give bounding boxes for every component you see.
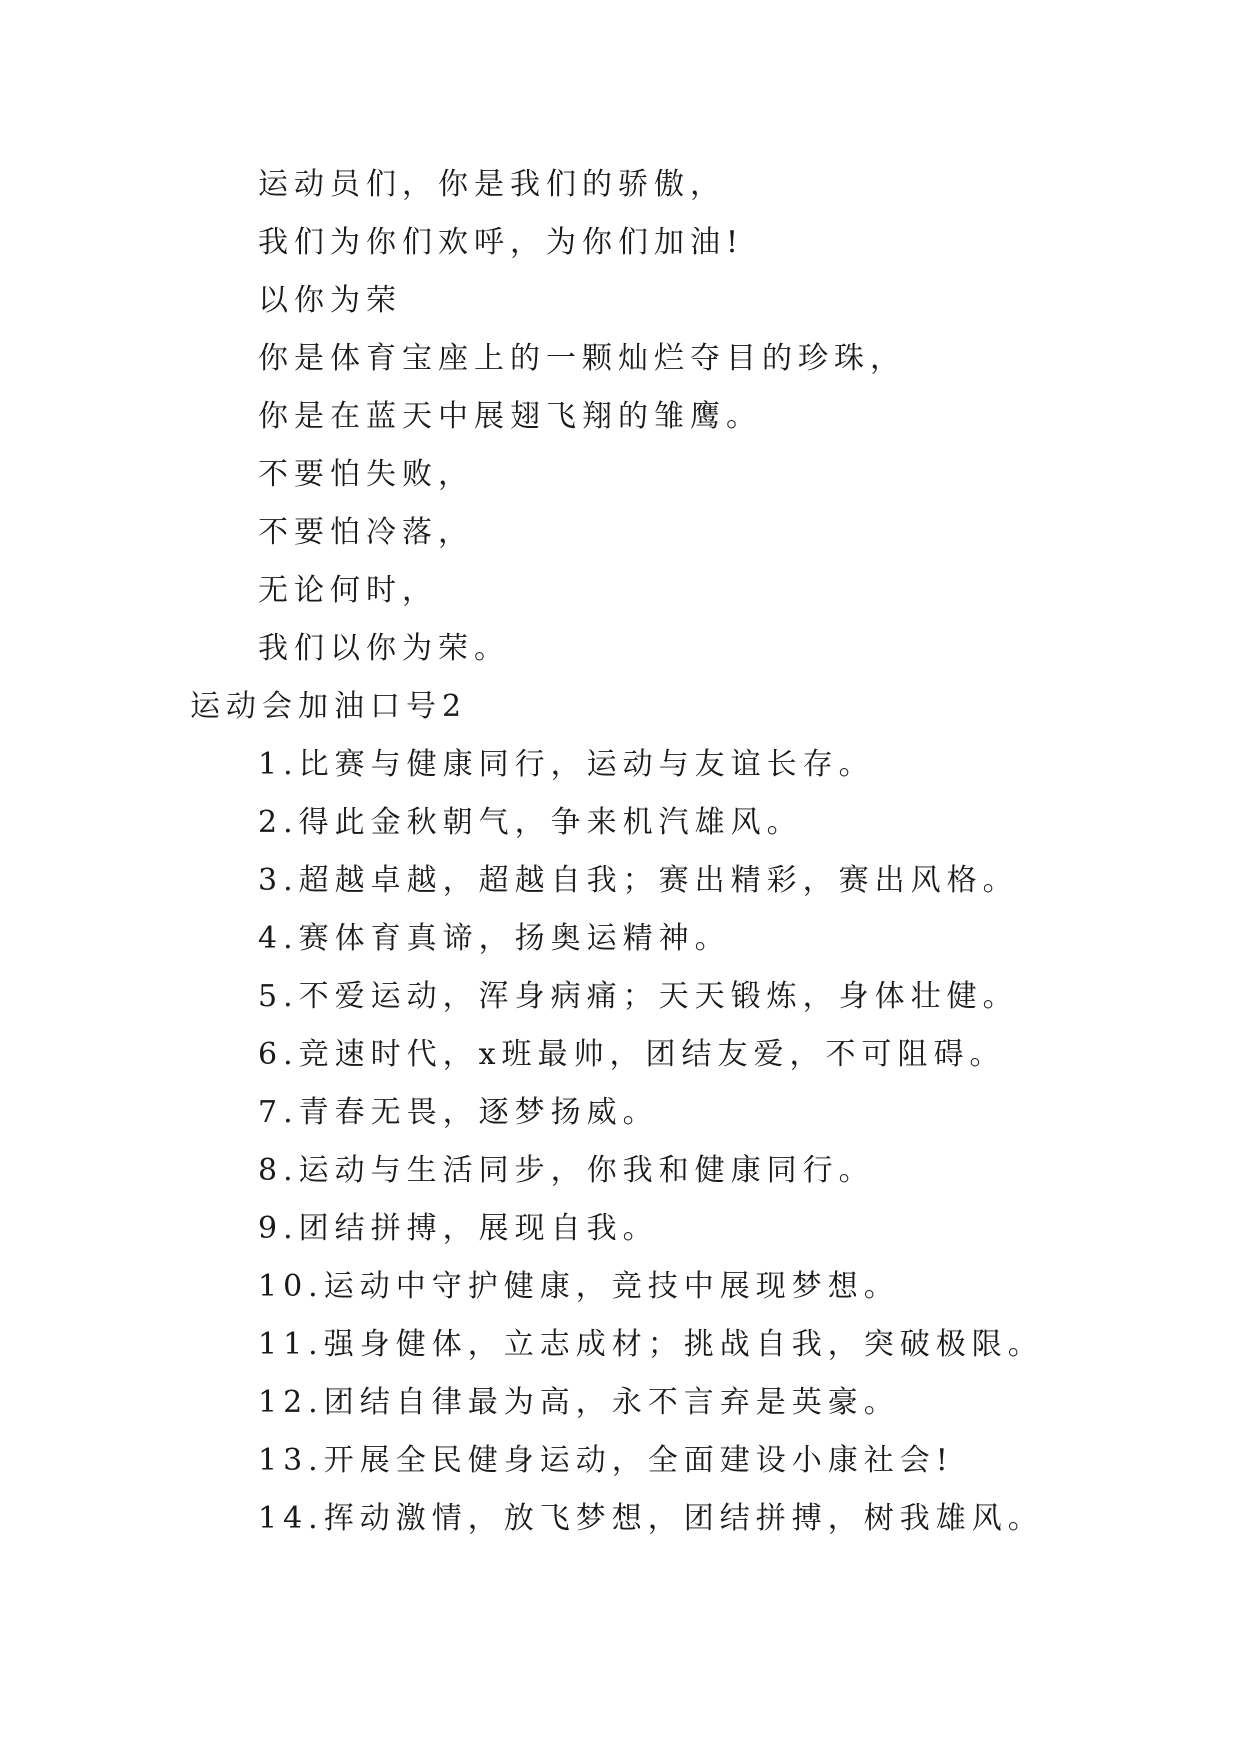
poem-line: 以你为荣 bbox=[258, 283, 402, 318]
poem-line: 运动员们，你是我们的骄傲， bbox=[258, 167, 726, 202]
slogan-item: 2.得此金秋朝气，争来机汽雄风。 bbox=[258, 805, 803, 840]
poem-line: 不要怕冷落， bbox=[258, 515, 474, 550]
slogan-item: 12.团结自律最为高，永不言弃是英豪。 bbox=[258, 1385, 900, 1420]
slogan-item: 4.赛体育真谛，扬奥运精神。 bbox=[258, 921, 731, 956]
slogan-item: 3.超越卓越，超越自我；赛出精彩，赛出风格。 bbox=[258, 863, 1019, 898]
poem-line: 无论何时， bbox=[258, 573, 438, 608]
poem-line: 你是体育宝座上的一颗灿烂夺目的珍珠， bbox=[258, 341, 906, 376]
poem-line: 我们为你们欢呼，为你们加油! bbox=[258, 225, 745, 260]
slogan-item: 7.青春无畏，逐梦扬威。 bbox=[258, 1095, 659, 1130]
slogan-item: 1.比赛与健康同行，运动与友谊长存。 bbox=[258, 747, 875, 782]
slogan-item: 5.不爱运动，浑身病痛；天天锻炼，身体壮健。 bbox=[258, 979, 1019, 1014]
slogan-item: 14.挥动激情，放飞梦想，团结拼搏，树我雄风。 bbox=[258, 1501, 1044, 1536]
poem-line: 你是在蓝天中展翅飞翔的雏鹰。 bbox=[258, 399, 762, 434]
poem-line: 我们以你为荣。 bbox=[258, 631, 510, 666]
slogan-item: 9.团结拼搏，展现自我。 bbox=[258, 1211, 659, 1246]
slogan-item: 11.强身健体，立志成材；挑战自我，突破极限。 bbox=[258, 1327, 1044, 1362]
section-heading: 运动会加油口号2 bbox=[190, 689, 468, 724]
slogan-item: 6.竞速时代，x班最帅，团结友爱，不可阻碍。 bbox=[258, 1037, 1006, 1072]
slogan-item: 8.运动与生活同步，你我和健康同行。 bbox=[258, 1153, 875, 1188]
poem-line: 不要怕失败， bbox=[258, 457, 474, 492]
slogan-item: 10.运动中守护健康，竞技中展现梦想。 bbox=[258, 1269, 900, 1304]
slogan-item: 13.开展全民健身运动，全面建设小康社会! bbox=[258, 1443, 954, 1478]
